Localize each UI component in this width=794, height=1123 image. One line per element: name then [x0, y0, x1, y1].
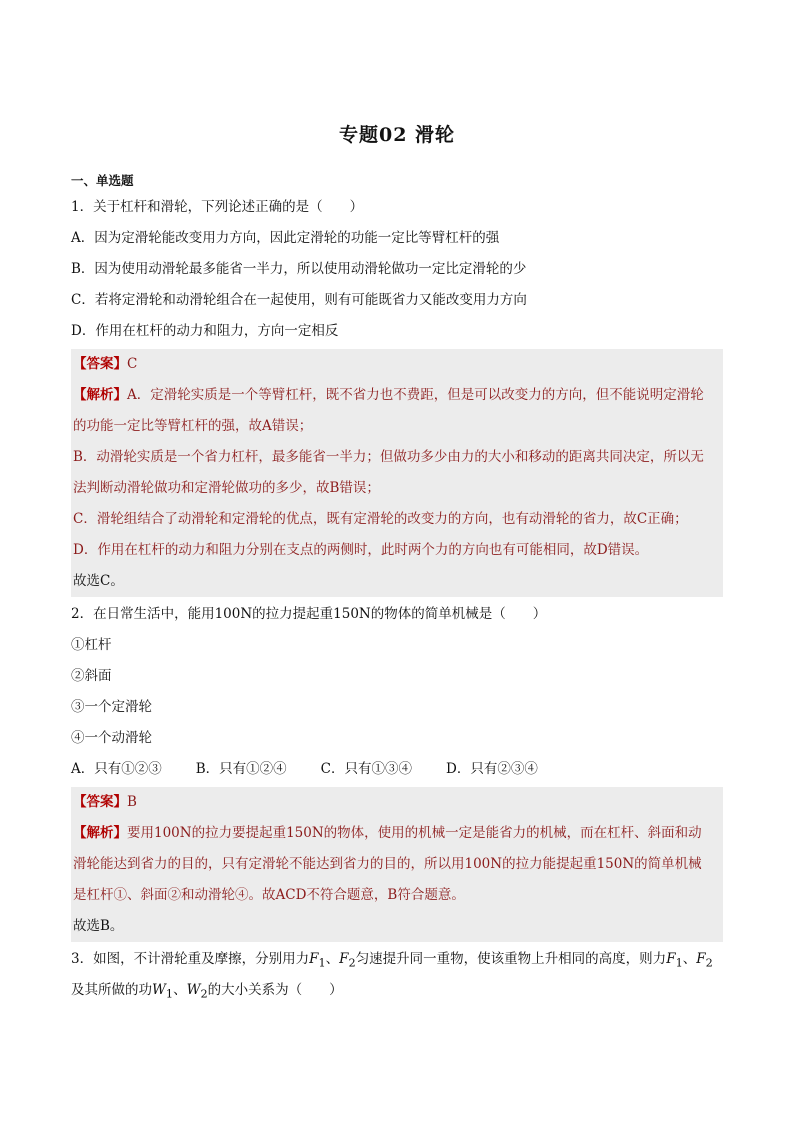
q1-analysis-line-1	[73, 380, 723, 411]
analysis-tag: 【解析】	[73, 825, 127, 841]
q3-line2-text-b: 的大小关系为（ ）	[207, 982, 343, 998]
q2-option-b: B．只有①②④	[195, 761, 287, 777]
q3-stem-line-2	[71, 975, 723, 1006]
q2-item-3: ③一个定滑轮	[71, 699, 152, 715]
q3-stem-text-b: 匀速提升同一重物，使该重物上升相同的高度，则力	[355, 951, 667, 967]
q2-option-d: D．只有②③④	[446, 761, 538, 777]
document-body	[71, 170, 723, 1006]
section-heading: 一、单选题	[71, 173, 134, 188]
q3-var-f2b: F	[696, 951, 706, 967]
q3-sub-1b: 1	[675, 956, 683, 970]
q2-item-2: ②斜面	[71, 668, 112, 684]
q2-option-c: C．只有①③④	[320, 761, 413, 777]
q2-answer-box	[71, 787, 723, 942]
q1-conclusion: 故选C。	[73, 573, 124, 589]
q3-sub-w1: 1	[165, 987, 174, 1001]
q1-analysis-line-3: B．动滑轮实质是一个省力杠杆，最多能省一半力；但做功多少由力的大小和移动的距离共同决定，所以无	[73, 449, 704, 465]
q3-line2-text-a: 及其所做的功	[71, 982, 152, 998]
q1-analysis-text-1: A．定滑轮实质是一个等臂杠杆，既不省力也不费距，但是可以改变力的方向，但不能说明定滑轮	[127, 387, 704, 403]
q1-option-b: B．因为使用动滑轮最多能省一半力，所以使用动滑轮做功一定比定滑轮的少	[71, 261, 527, 277]
q3-sub-1: 1	[318, 956, 326, 970]
answer-tag: 【答案】	[73, 356, 127, 372]
q3-var-f1: F	[309, 951, 319, 967]
q1-answer	[73, 349, 723, 380]
q2-item-4: ④一个动滑轮	[71, 730, 152, 746]
q2-item-1: ①杠杆	[71, 637, 112, 653]
q1-answer-value: C	[127, 356, 138, 372]
q2-analysis-line-3: 是杠杆①、斜面②和动滑轮④。故ACD不符合题意，B符合题意。	[73, 887, 465, 903]
q3-sep-1: 、	[325, 951, 340, 967]
q3-stem-text-a: 3．如图，不计滑轮重及摩擦，分别用力	[71, 951, 310, 967]
q2-answer	[73, 787, 723, 818]
q2-analysis-text-1: 要用100N的拉力要提起重150N的物体，使用的机械一定是能省力的机械，而在杠杆、斜面和动	[127, 825, 702, 841]
q1-analysis-line-5: C．滑轮组结合了动滑轮和定滑轮的优点，既有定滑轮的改变力的方向，也有动滑轮的省力，故C正确；	[73, 511, 688, 527]
q1-option-c: C．若将定滑轮和动滑轮组合在一起使用，则有可能既省力又能改变用力方向	[71, 292, 527, 308]
q2-analysis-line-2: 滑轮能达到省力的目的，只有定滑轮不能达到省力的目的，所以用100N的拉力能提起重150N的简单机械	[73, 856, 702, 872]
answer-tag: 【答案】	[73, 794, 127, 810]
q3-var-w1: W	[152, 982, 166, 998]
q3-sub-2: 2	[348, 956, 356, 970]
q2-options	[71, 754, 723, 785]
q3-var-f1b: F	[666, 951, 676, 967]
q2-option-a: A．只有①②③	[71, 761, 162, 777]
q1-answer-box	[71, 349, 723, 597]
q3-var-f2: F	[339, 951, 349, 967]
q3-stem-line-1	[71, 944, 723, 975]
q2-conclusion: 故选B。	[73, 918, 124, 934]
page-title: 专题02 滑轮	[338, 124, 456, 146]
q1-option-d: D．作用在杠杆的动力和阻力，方向一定相反	[71, 323, 339, 339]
q1-stem: 1．关于杠杆和滑轮，下列论述正确的是（ ）	[71, 199, 364, 215]
q1-analysis-line-6: D．作用在杠杆的动力和阻力分别在支点的两侧时，此时两个力的方向也有可能相同，故D错误。	[73, 542, 649, 558]
q2-analysis-line-1	[73, 818, 723, 849]
q1-option-a: A．因为定滑轮能改变用力方向，因此定滑轮的功能一定比等臂杠杆的强	[71, 230, 500, 246]
q3-sub-w2: 2	[200, 987, 208, 1001]
q3-var-w2: W	[186, 982, 201, 998]
q2-stem: 2．在日常生活中，能用100N的拉力提起重150N的物体的简单机械是（ ）	[71, 606, 547, 622]
q1-analysis-line-2: 的功能一定比等臂杠杆的强，故A错误；	[73, 418, 313, 434]
analysis-tag: 【解析】	[73, 387, 127, 403]
q3-sep-3: 、	[173, 982, 187, 998]
q3-sep-2: 、	[682, 951, 697, 967]
q1-analysis-line-4: 法判断动滑轮做功和定滑轮做功的多少，故B错误；	[73, 480, 380, 496]
q2-answer-value: B	[127, 794, 137, 810]
q3-sub-2b: 2	[705, 956, 713, 970]
